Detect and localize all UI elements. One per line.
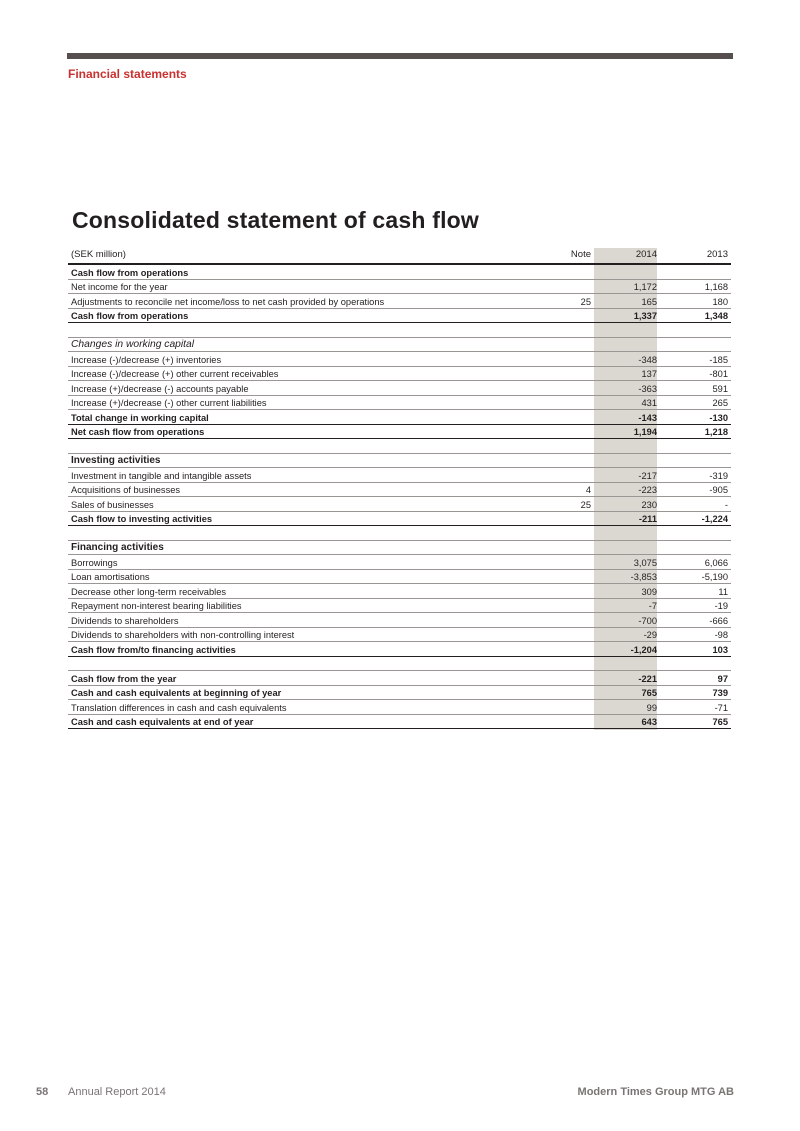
row-label: Dividends to shareholders xyxy=(71,615,179,626)
row-value-2013: -98 xyxy=(714,630,728,640)
cash-flow-table xyxy=(68,248,731,729)
row-label: Translation differences in cash and cash equivalents xyxy=(71,702,287,713)
table-row xyxy=(68,599,731,614)
row-value-2014: 1,172 xyxy=(633,282,657,292)
page-number: 58 xyxy=(36,1086,49,1098)
row-value-2013: -71 xyxy=(714,702,728,713)
row-label: Cash flow from/to financing activities xyxy=(71,644,236,655)
page-title: Consolidated statement of cash flow xyxy=(72,207,479,233)
row-value-2014: 230 xyxy=(641,499,657,510)
row-label: Financing activities xyxy=(71,542,164,553)
table-row xyxy=(68,338,731,353)
top-rule xyxy=(67,53,733,59)
row-label: Net cash flow from operations xyxy=(71,427,205,437)
row-note: 25 xyxy=(580,499,591,510)
row-label: Cash flow from the year xyxy=(71,673,177,684)
row-label: Cash flow to investing activities xyxy=(71,514,213,524)
row-label: Net income for the year xyxy=(71,282,168,292)
table-row xyxy=(68,715,731,730)
row-label: Borrowings xyxy=(71,557,118,568)
table-row xyxy=(68,700,731,715)
row-value-2014: -700 xyxy=(638,615,657,626)
table-row xyxy=(68,367,731,382)
row-value-2013: - xyxy=(724,499,728,510)
column-header-2013: 2013 xyxy=(706,249,728,260)
column-header-2014: 2014 xyxy=(635,249,657,260)
table-row xyxy=(68,584,731,599)
row-value-2014: -348 xyxy=(638,354,657,365)
row-label: Loan amortisations xyxy=(71,572,150,582)
row-value-2014: -223 xyxy=(638,485,657,495)
row-value-2014: -211 xyxy=(638,514,657,524)
row-label: Changes in working capital xyxy=(71,339,195,350)
row-label: Cash flow from operations xyxy=(71,267,189,278)
row-value-2013: -666 xyxy=(709,615,728,626)
row-label: Increase (+)/decrease (-) other current liabilities xyxy=(71,398,267,408)
row-value-2013: 765 xyxy=(712,717,728,727)
row-label: Total change in working capital xyxy=(71,412,209,423)
row-value-2014: -221 xyxy=(638,673,657,684)
row-value-2013: 97 xyxy=(717,673,728,684)
column-header-label: (SEK million) xyxy=(71,249,126,260)
table-row xyxy=(68,425,731,440)
table-row xyxy=(68,541,731,556)
section-label: Financial statements xyxy=(68,67,187,81)
table-row xyxy=(68,613,731,628)
row-value-2013: -801 xyxy=(709,369,728,379)
row-value-2014: 1,194 xyxy=(633,427,657,437)
table-row xyxy=(68,309,731,324)
row-value-2013: 1,348 xyxy=(704,311,728,321)
row-label: Increase (+)/decrease (-) accounts payable xyxy=(71,383,249,394)
row-value-2014: -3,853 xyxy=(630,572,657,582)
row-label: Investment in tangible and intangible assets xyxy=(71,470,252,481)
company-name: Modern Times Group MTG AB xyxy=(577,1086,734,1098)
row-value-2013: -130 xyxy=(709,412,728,423)
table-row xyxy=(68,352,731,367)
spacer-row xyxy=(68,657,731,672)
table-body xyxy=(68,265,731,729)
table-row xyxy=(68,483,731,498)
row-value-2014: 765 xyxy=(641,688,657,698)
row-label: Investing activities xyxy=(71,455,161,466)
table-row xyxy=(68,280,731,295)
spacer-row xyxy=(68,526,731,541)
row-value-2013: 265 xyxy=(712,398,728,408)
row-value-2014: 137 xyxy=(641,369,657,379)
row-value-2013: 739 xyxy=(712,688,728,698)
row-value-2013: 1,168 xyxy=(704,282,728,292)
row-value-2014: 165 xyxy=(641,296,657,307)
row-value-2014: 431 xyxy=(641,398,657,408)
row-value-2013: 103 xyxy=(712,644,728,655)
spacer-row xyxy=(68,323,731,338)
row-value-2014: 99 xyxy=(646,702,657,713)
table-row xyxy=(68,410,731,425)
row-value-2013: -319 xyxy=(709,470,728,481)
row-label: Increase (-)/decrease (+) inventories xyxy=(71,354,222,365)
row-value-2014: 1,337 xyxy=(633,311,657,321)
table-row xyxy=(68,497,731,512)
row-note: 4 xyxy=(585,485,591,495)
row-label: Increase (-)/decrease (+) other current receivables xyxy=(71,369,279,379)
row-value-2013: -905 xyxy=(709,485,728,495)
spacer-row xyxy=(68,439,731,454)
row-label: Adjustments to reconcile net income/loss to net cash provided by operations xyxy=(71,296,385,307)
row-value-2014: 3,075 xyxy=(633,557,657,568)
row-value-2013: -1,224 xyxy=(701,514,728,524)
row-label: Decrease other long-term receivables xyxy=(71,586,227,597)
row-label: Repayment non-interest bearing liabilities xyxy=(71,601,242,611)
table-row xyxy=(68,686,731,701)
table-header-row xyxy=(68,248,731,265)
table-row xyxy=(68,555,731,570)
row-value-2013: -185 xyxy=(709,354,728,365)
row-value-2014: -143 xyxy=(638,412,657,423)
table-row xyxy=(68,396,731,411)
row-value-2014: 309 xyxy=(641,586,657,597)
row-label: Cash and cash equivalents at beginning of year xyxy=(71,688,282,698)
row-label: Acquisitions of businesses xyxy=(71,485,181,495)
row-value-2013: -5,190 xyxy=(701,572,728,582)
row-value-2013: 180 xyxy=(712,296,728,307)
row-value-2013: 11 xyxy=(718,586,728,597)
row-label: Cash flow from operations xyxy=(71,311,189,321)
table-row xyxy=(68,381,731,396)
table-row xyxy=(68,512,731,527)
row-value-2014: -29 xyxy=(643,630,657,640)
column-header-note: Note xyxy=(570,249,591,260)
row-value-2014: 643 xyxy=(641,717,657,727)
row-value-2014: -1,204 xyxy=(630,644,657,655)
table-row xyxy=(68,294,731,309)
table-row xyxy=(68,642,731,657)
row-value-2014: -217 xyxy=(638,470,657,481)
row-value-2013: 6,066 xyxy=(704,557,728,568)
table-row xyxy=(68,628,731,643)
row-label: Dividends to shareholders with non-controlling interest xyxy=(71,630,295,640)
table-row xyxy=(68,570,731,585)
table-row xyxy=(68,265,731,280)
row-value-2013: 1,218 xyxy=(704,427,728,437)
row-value-2013: 591 xyxy=(712,383,728,394)
table-row xyxy=(68,671,731,686)
row-value-2014: -7 xyxy=(648,601,657,611)
row-value-2013: -19 xyxy=(714,601,728,611)
table-row xyxy=(68,468,731,483)
row-note: 25 xyxy=(580,296,591,307)
row-label: Cash and cash equivalents at end of year xyxy=(71,717,254,727)
document-name: Annual Report 2014 xyxy=(68,1086,166,1098)
row-value-2014: -363 xyxy=(638,383,657,394)
table-row xyxy=(68,454,731,469)
row-label: Sales of businesses xyxy=(71,499,154,510)
